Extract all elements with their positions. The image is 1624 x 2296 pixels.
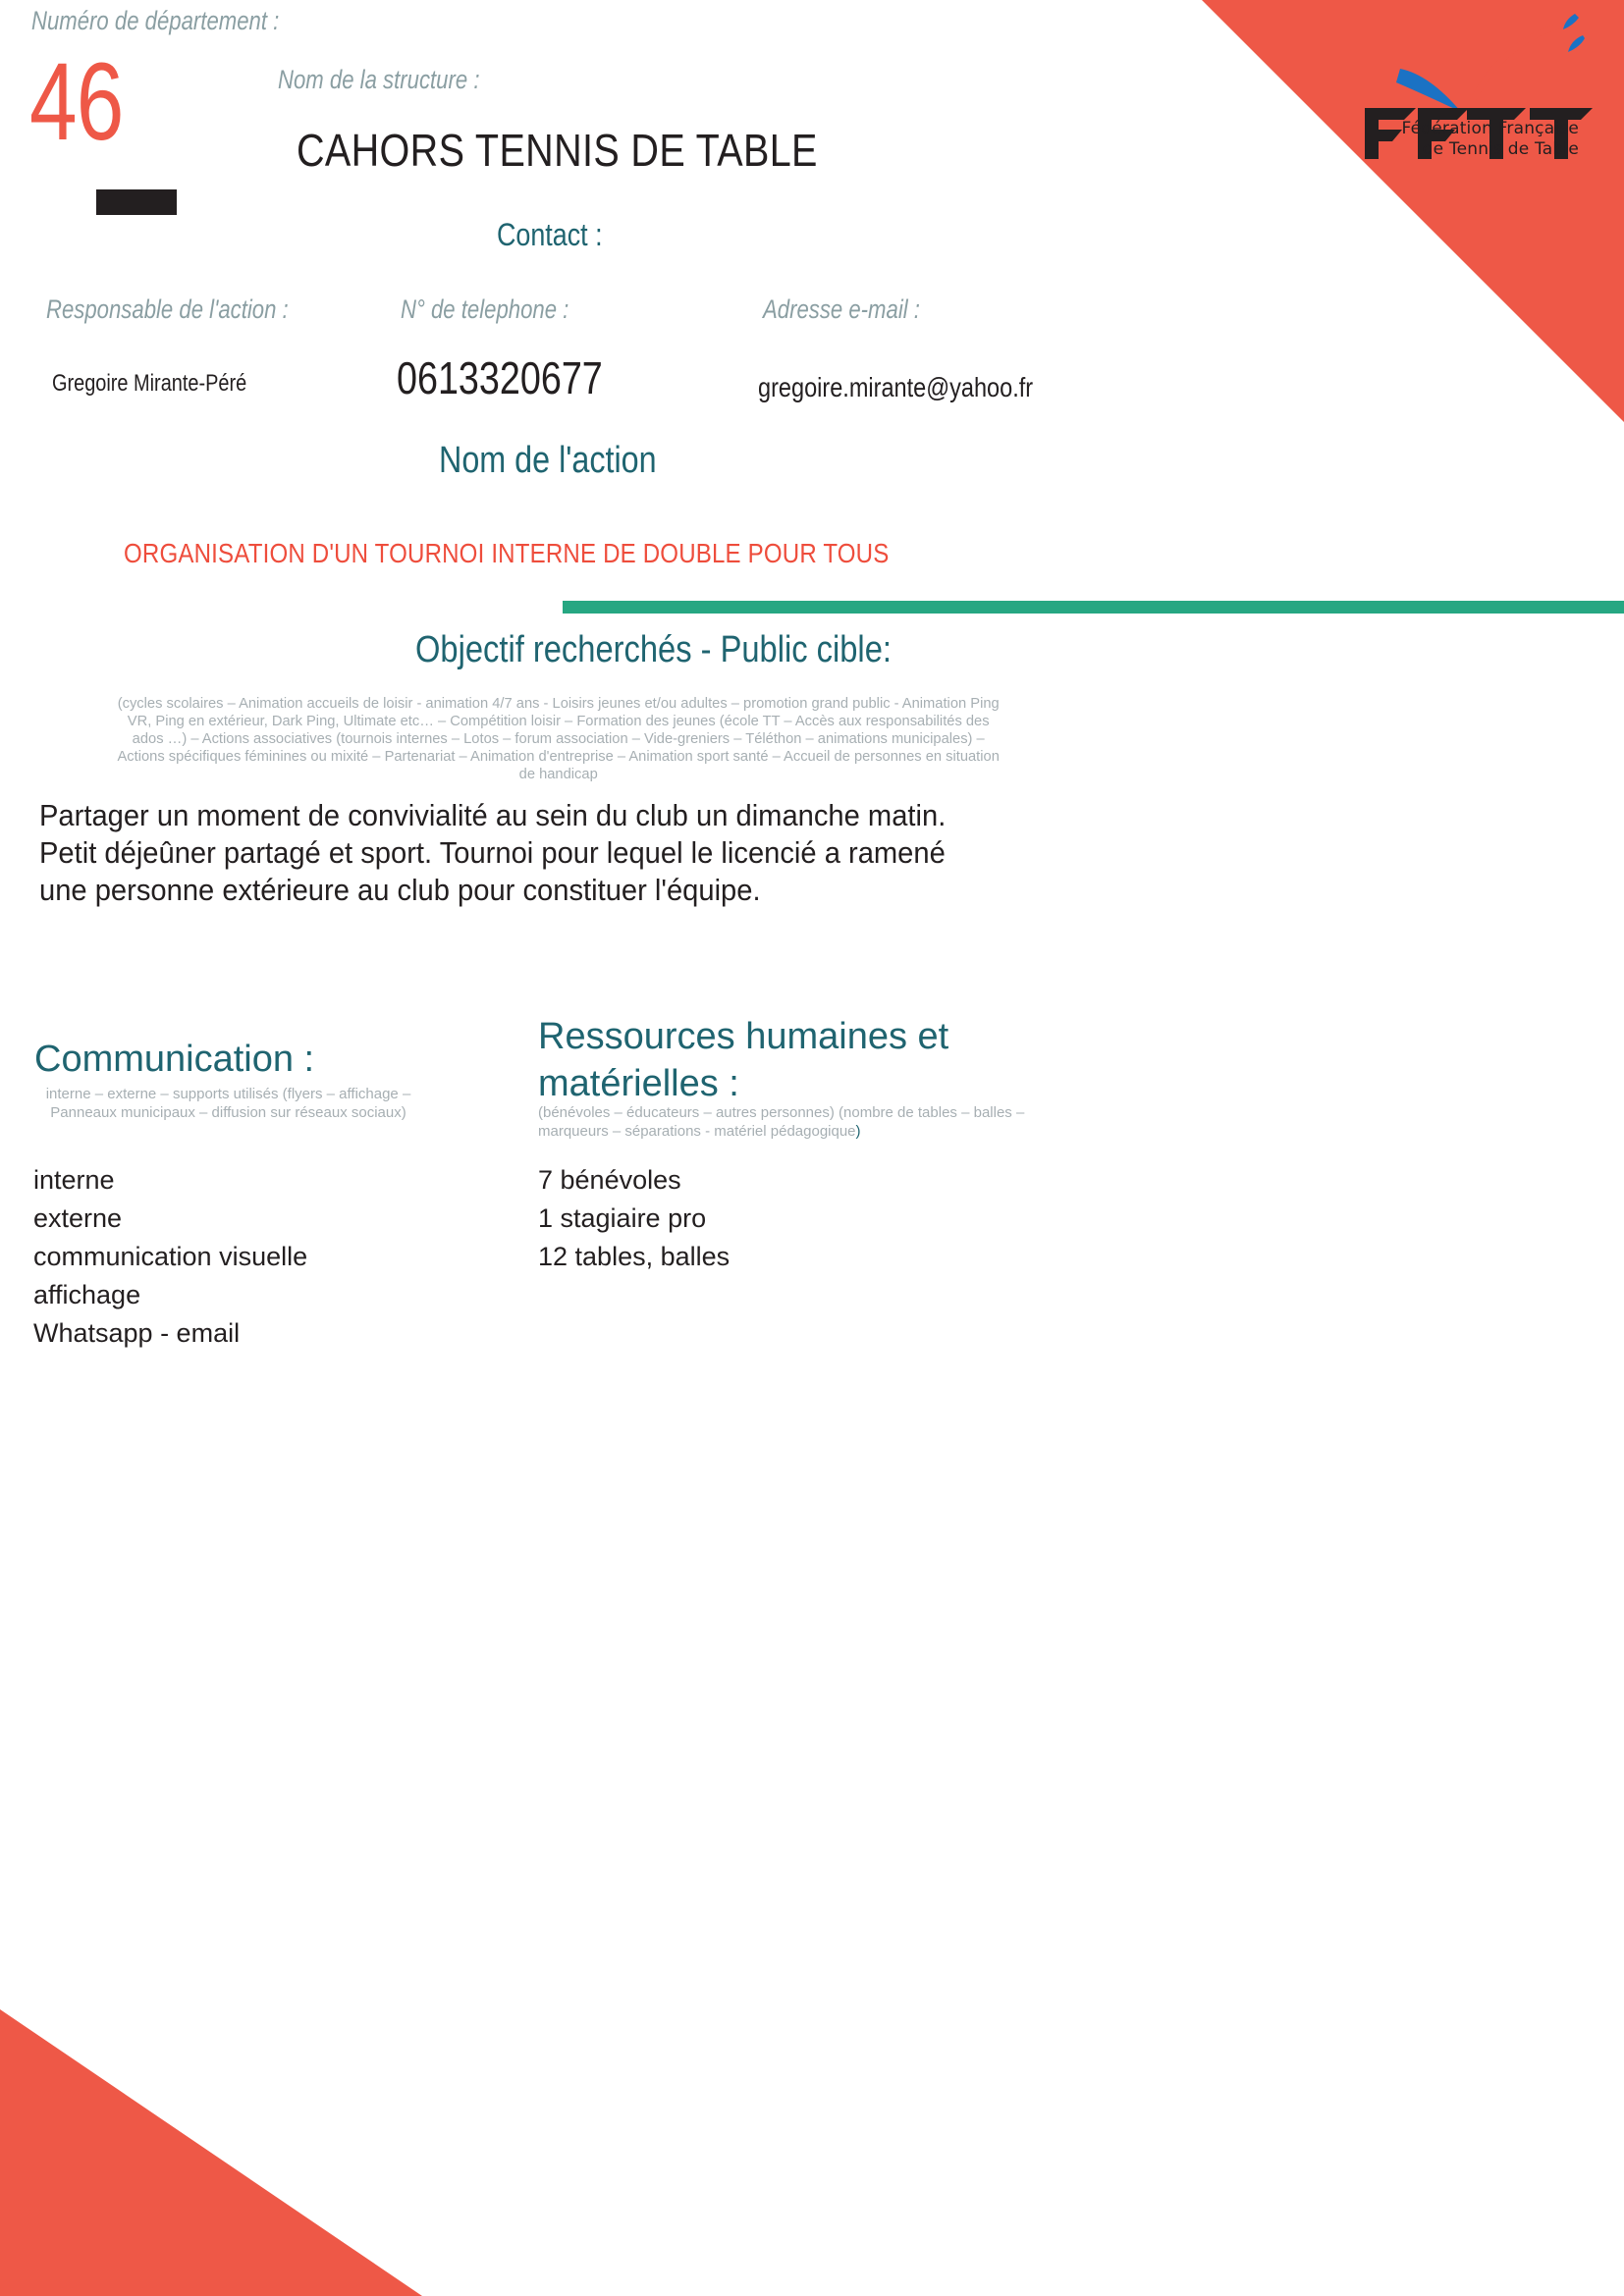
objectives-hint-text: (cycles scolaires – Animation accueils de loisir - animation 4/7 ans - Loisirs jeunes et/ou adultes – promotion grand public - Animation Ping VR, Ping en extérieur, Dark Ping, Ultimate etc… – Compétition loisir – Formation des jeunes (école TT – Accès aux responsabilités des ados …) – Actions associatives (tournois internes – Lotos – forum association – Vide-greniers – Téléthon – animations municipales) – Actions spécifiques féminines ou mixité – Partenariat – Animation d'entreprise – Animation sport santé – Accueil de personnes en situation de handicap <box>117 695 1000 782</box>
redaction-bar <box>96 189 177 215</box>
responsable-label: Responsable de l'action : <box>46 294 289 324</box>
department-number-value: 46 <box>29 40 124 163</box>
list-item: communication visuelle <box>33 1242 308 1271</box>
email-value: gregoire.mirante@yahoo.fr <box>758 372 1034 402</box>
phone-label: N° de telephone : <box>401 294 569 324</box>
contact-heading: Contact : <box>497 217 603 252</box>
resources-list <box>538 1161 730 1276</box>
communication-heading: Communication : <box>34 1039 315 1080</box>
action-name-heading: Nom de l'action <box>439 440 657 481</box>
responsable-value: Gregoire Mirante-Péré <box>52 370 247 397</box>
fftt-logo-mark <box>1357 10 1602 196</box>
department-number-label: Numéro de département : <box>31 6 280 35</box>
list-item: affichage <box>33 1280 141 1309</box>
phone-value: 0613320677 <box>397 352 603 403</box>
resources-heading: Ressources humaines et matérielles : <box>538 1016 949 1104</box>
fftt-logo-subtitle-line2: de Tennis de Table <box>1422 139 1579 159</box>
objectives-heading: Objectif recherchés - Public cible: <box>415 629 892 670</box>
fftt-logo <box>1357 10 1602 196</box>
list-item: 12 tables, balles <box>538 1242 731 1271</box>
resources-hint-close-paren: ) <box>855 1123 861 1140</box>
fftt-logo-subtitle-line1: Fédération Française <box>1401 119 1579 138</box>
list-item: 1 stagiaire pro <box>538 1203 707 1233</box>
list-item: 7 bénévoles <box>538 1165 681 1195</box>
structure-name-value: CAHORS TENNIS DE TABLE <box>297 125 818 176</box>
list-item: interne <box>33 1165 115 1195</box>
resources-hint-main: (bénévoles – éducateurs – autres personnes) (nombre de tables – balles – marqueurs – séparations - matériel pédagogique <box>538 1104 1025 1140</box>
list-item: Whatsapp - email <box>33 1318 241 1348</box>
list-item: externe <box>33 1203 123 1233</box>
structure-name-label: Nom de la structure : <box>278 65 480 94</box>
email-label: Adresse e-mail : <box>763 294 920 324</box>
green-accent-bar <box>563 601 1624 614</box>
communication-hint-text: interne – externe – supports utilisés (flyers – affichage – Panneaux municipaux – diffusion sur réseaux sociaux) <box>45 1086 411 1121</box>
action-name-value: ORGANISATION D'UN TOURNOI INTERNE DE DOUBLE POUR TOUS <box>124 538 890 568</box>
resources-hint-text <box>538 1103 1029 1141</box>
communication-list <box>33 1161 307 1353</box>
objectives-body-text: Partager un moment de convivialité au sein du club un dimanche matin. Petit déjeûner partagé et sport. Tournoi pour lequel le licencié a ramené une personne extérieure au club pour constituer l'équipe. <box>39 798 947 907</box>
bottom-left-red-triangle-decoration <box>0 2009 422 2296</box>
